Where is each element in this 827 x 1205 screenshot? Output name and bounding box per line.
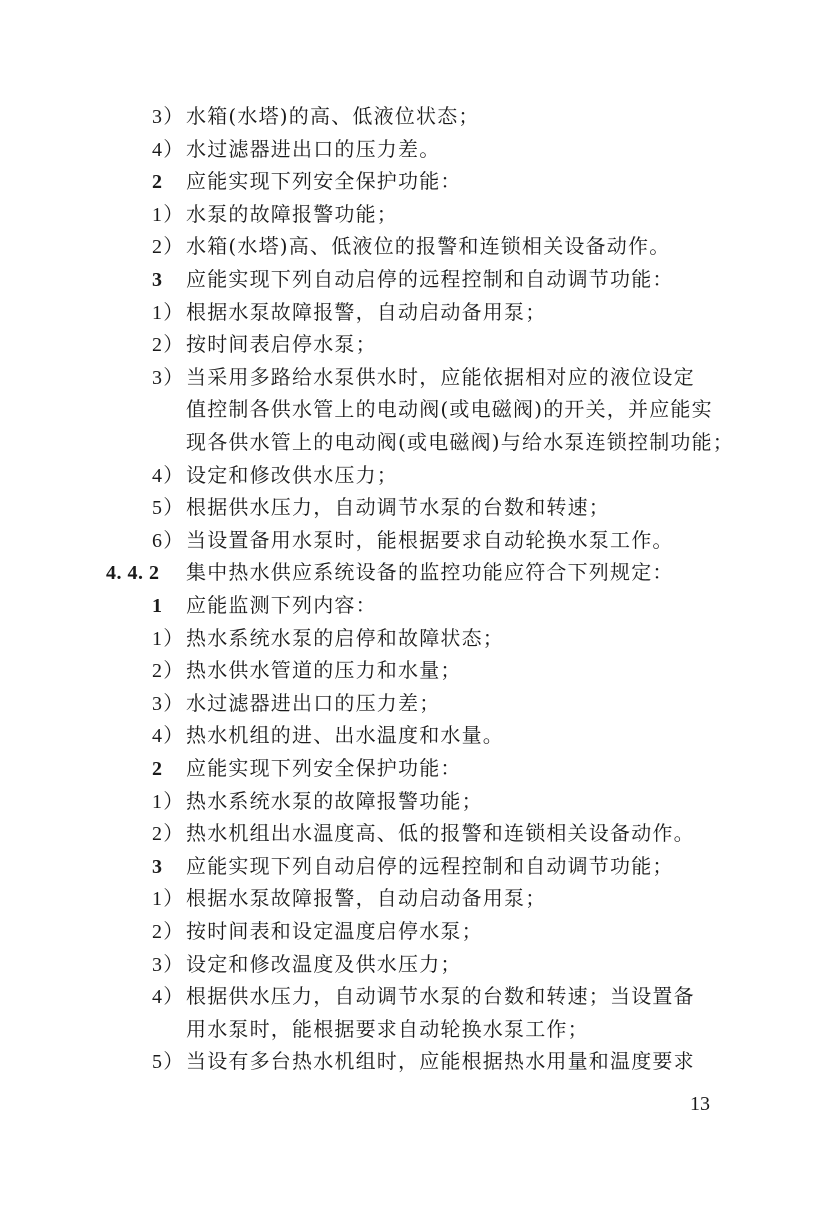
line-number: 3） [152,953,185,976]
continuation-line [186,393,713,426]
line-text: 热水系统水泵的故障报警功能； [186,788,483,813]
line-number: 3） [152,692,185,715]
line-number: 2） [152,921,185,943]
line-text: 热水供水管道的压力和水量； [186,658,462,683]
line-number: 1） [152,790,185,813]
list-item [152,719,504,752]
line-number: 1） [152,301,185,324]
line-number: 2） [152,236,185,259]
line-text: 水泵的故障报警功能； [186,201,398,226]
line-text: 应能监测下列内容： [186,593,377,617]
line-number: 3 [152,269,164,291]
line-number: 3） [152,106,185,128]
line-text: 根据供水压力，自动调节水泵的台数和转速； [186,495,610,520]
list-item [152,1045,695,1078]
list-item [152,133,440,166]
line-number: 5） [152,497,185,520]
list-item [152,882,546,915]
section-heading [106,556,674,589]
line-number: 3） [152,366,185,389]
line-number: 2） [152,823,185,846]
line-text: 热水机组出水温度高、低的报警和连锁相关设备动作。 [186,821,695,846]
line-number: 2） [152,334,185,357]
line-number: 4） [152,986,185,1009]
line-text: 设定和修改温度及供水压力； [186,951,462,976]
line-number: 1） [152,627,185,650]
list-item [152,100,480,133]
clause-line [152,589,377,622]
list-item [152,491,610,524]
list-item [152,785,483,818]
line-number: 4） [152,464,185,487]
line-text: 应能实现下列安全保护功能： [186,169,462,194]
line-text: 水箱(水塔)的高、低液位状态； [186,104,480,128]
line-text: 现各供水管上的电动阀(或电磁阀)与给水泵连锁控制功能； [186,430,735,454]
line-number: 4） [152,725,185,748]
continuation-line [186,426,734,459]
line-text: 集中热水供应系统设备的监控功能应符合下列规定： [186,560,674,585]
clause-line [152,752,462,785]
line-text: 水箱(水塔)高、低液位的报警和连锁相关设备动作。 [186,234,671,259]
line-text: 按时间表和设定温度启停水泵； [186,919,483,943]
continuation-line [186,1013,589,1046]
list-item [152,622,504,655]
line-number: 3 [152,855,164,878]
list-item [152,198,398,231]
list-item [152,817,695,850]
line-text: 水过滤器进出口的压力差； [186,690,441,715]
line-text: 应能实现下列自动启停的远程控制和自动调节功能； [186,853,674,878]
list-item [152,654,462,687]
line-text: 水过滤器进出口的压力差。 [186,136,441,161]
line-text: 热水系统水泵的启停和故障状态； [186,625,504,650]
line-text: 当设置备用水泵时，能根据要求自动轮换水泵工作。 [186,527,674,552]
line-text: 当设有多台热水机组时，应能根据热水用量和温度要求 [186,1049,695,1074]
line-text: 应能实现下列安全保护功能： [186,756,462,780]
line-text: 当采用多路给水泵供水时，应能依据相对应的液位设定 [186,364,695,389]
page-number: 13 [690,1093,710,1115]
list-item [152,328,377,361]
line-text: 值控制各供水管上的电动阀(或电磁阀)的开关，并应能实 [186,397,713,422]
line-number: 1 [152,595,164,617]
line-number: 1） [152,203,185,226]
line-number: 2 [152,758,164,780]
line-text: 用水泵时，能根据要求自动轮换水泵工作； [186,1016,589,1041]
list-item [152,524,674,557]
list-item [152,915,483,948]
list-item [152,296,546,329]
line-number: 5） [152,1051,185,1074]
line-text: 根据水泵故障报警，自动启动备用泵； [186,299,547,324]
clause-line [152,850,674,883]
line-number: 6） [152,529,185,552]
list-item [152,980,695,1013]
line-text: 设定和修改供水压力； [186,462,398,487]
line-text: 应能实现下列自动启停的远程控制和自动调节功能： [186,267,674,291]
line-number: 2） [152,660,185,683]
list-item [152,459,398,492]
line-text: 热水机组的进、出水温度和水量。 [186,723,504,748]
clause-line [152,263,674,296]
list-item [152,230,670,263]
list-item [152,948,462,981]
list-item [152,361,695,394]
line-number: 2 [152,171,164,194]
line-number: 1） [152,888,185,911]
line-number: 4） [152,138,185,161]
clause-line [152,165,462,198]
line-text: 按时间表启停水泵； [186,332,377,357]
line-text: 根据水泵故障报警，自动启动备用泵； [186,886,547,911]
list-item [152,687,440,720]
line-text: 根据供水压力，自动调节水泵的台数和转速；当设置备 [186,984,695,1009]
line-number: 4. 4. 2 [106,562,160,585]
